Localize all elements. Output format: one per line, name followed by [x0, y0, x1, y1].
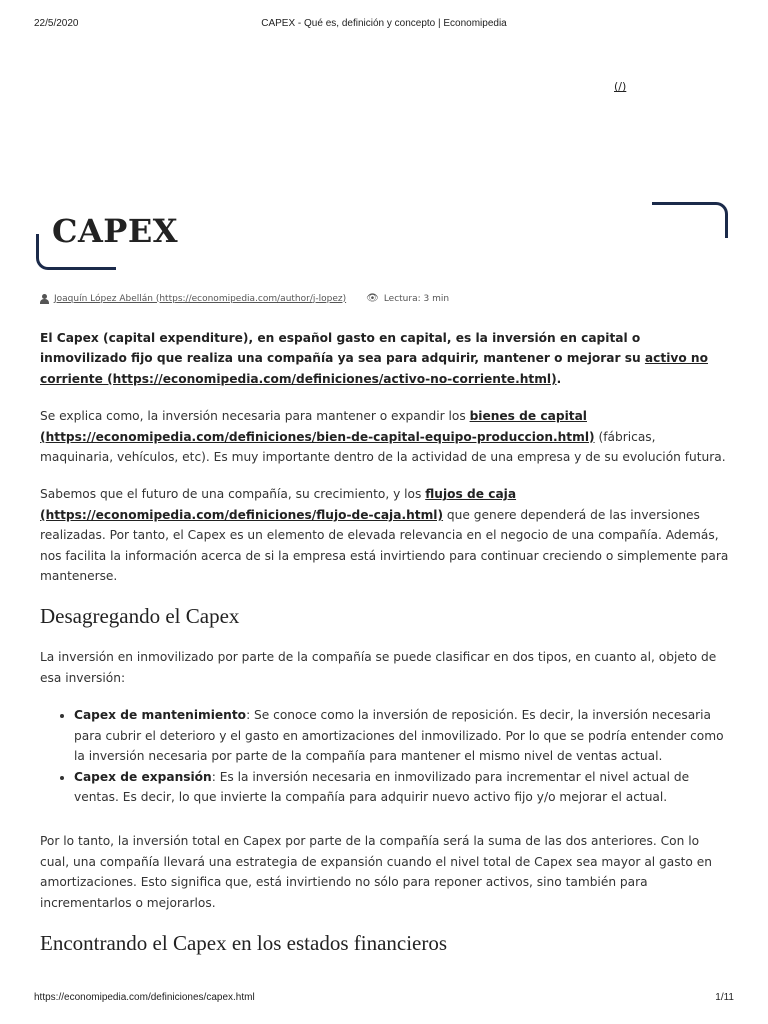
home-link[interactable]: (/) — [614, 80, 627, 93]
capex-types-list — [40, 705, 730, 807]
paragraph: Se explica como, la inversión necesaria para mantener o expandir los bienes de capital (https://economipedia.com/definiciones/bien-de-capital-equipo-produccion.html) (fábricas, maquinaria, vehículos, etc). Es muy importante dentro de la actividad de una empresa y de su evolución futura. — [40, 409, 726, 465]
author-link[interactable]: Joaquín López Abellán (https://economipedia.com/author/j-lopez) — [54, 293, 347, 304]
bienes-de-capital-link[interactable]: bienes de capital (https://economipedia.com/definiciones/bien-de-capital-equipo-produccion.html) — [40, 409, 595, 444]
paragraph: La inversión en inmovilizado por parte de la compañía se puede clasificar en dos tipos, en cuanto al, objeto de esa inversión: — [40, 650, 717, 685]
list-item: • Capex de mantenimiento: Se conoce como la inversión de reposición. Es decir, la inversión necesaria para cubrir el deterioro y el gasto en amortizaciones del inmovilizado. Por lo que se podría entender como la inversión necesaria por parte de la compañía para mantener el mismo nivel de ventas actual. — [74, 705, 730, 766]
paragraph: Por lo tanto, la inversión total en Capex por parte de la compañía será la suma de las dos anteriores. Con lo cual, una compañía llevará una estrategia de expansión cuando el nivel total de Capex sea mayor al gasto en amortizaciones. Esto significa que, está invirtiendo no sólo para reponer activos, sino también para incrementarlos o mejorarlos. — [40, 834, 712, 910]
print-url: https://economipedia.com/definiciones/capex.html — [34, 992, 255, 1003]
read-time: Lectura: 3 min — [383, 293, 450, 304]
eye-icon: 👁 — [366, 293, 379, 304]
flujos-de-caja-link[interactable]: flujos de caja (https://economipedia.com/definiciones/flujo-de-caja.html) — [40, 487, 517, 522]
article-title: CAPEX — [52, 212, 179, 250]
author-icon — [40, 294, 49, 304]
print-page-title: CAPEX - Qué es, definición y concepto | Economipedia — [261, 18, 507, 29]
list-item: • Capex de expansión: Es la inversión necesaria en inmovilizado para incrementar el nivel actual de ventas. Es decir, lo que invierte la compañía para adquirir nuevo activo fijo y/o mejorar el actual. — [74, 767, 730, 808]
article-body — [40, 328, 730, 974]
activo-no-corriente-link[interactable]: activo no corriente (https://economipedia.com/definiciones/activo-no-corriente.html) — [40, 351, 708, 386]
paragraph: Sabemos que el futuro de una compañía, su crecimiento, y los flujos de caja (https://economipedia.com/definiciones/flujo-de-caja.html) que genere dependerá de las inversiones realizadas. Por tanto, el Capex es un elemento de elevada relevancia en el negocio de una compañía. Además, nos facilita la información acerca de si la empresa está invirtiendo para continuar creciendo o simplemente para mantenerse. — [40, 487, 729, 584]
page-number: 1/11 — [715, 992, 734, 1003]
lead-paragraph: El Capex (capital expenditure), en español gasto en capital, es la inversión en capital o inmovilizado fijo que realiza una compañía ya sea para adquirir, mantener o mejorar su activo no corriente (https://economipedia.com/definiciones/activo-no-corriente.html). — [40, 331, 708, 386]
section-heading-desagregando: Desagregando el Capex — [40, 604, 240, 629]
article-meta — [40, 293, 449, 304]
print-date: 22/5/2020 — [34, 18, 79, 29]
section-heading-estados-financieros: Encontrando el Capex en los estados financieros — [40, 930, 448, 955]
decorative-corner-top-right — [652, 202, 728, 238]
